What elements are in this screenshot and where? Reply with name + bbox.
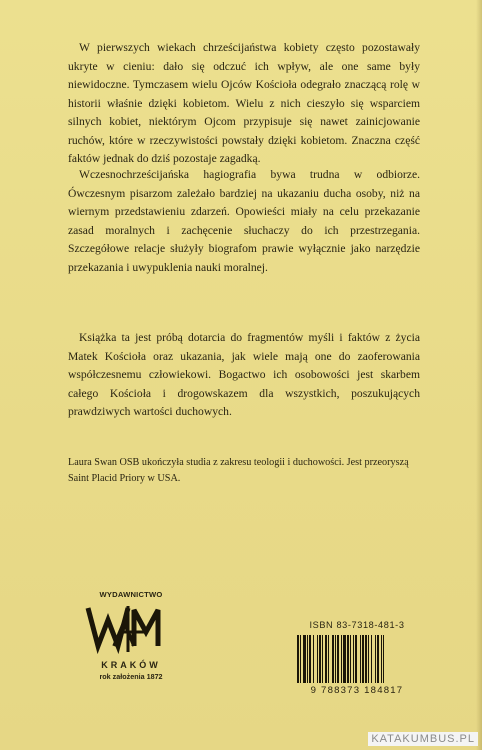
barcode-bar — [371, 635, 372, 683]
barcode-bar — [300, 635, 301, 683]
barcode-bar — [343, 635, 346, 683]
barcode-bar — [365, 635, 367, 683]
barcode-bar — [353, 635, 354, 683]
description-paragraph-3: Książka ta jest próbą dotarcia do fragmentów myśli i faktów z życia Matek Kościoła oraz ukazania, jak wiele mają one do zaoferowania współczesnemu człowiekowi. Bogactwo ich osobowości jest skarbem całego Kościoła i drogowskazem dla wszystkich, poszukujących prawdziwych wartości duchowych. — [68, 331, 420, 418]
watermark: KATAKUMBUS.PL — [368, 732, 478, 746]
barcode-bar — [341, 635, 342, 683]
description-paragraph-2: Wczesnochrześcijańska hagiografia bywa trudna w odbiorze. Ówczesnym pisarzom zależało bardziej na ukazaniu ducha osoby, niż na wiernym przedstawieniu zdarzeń. Opowieści miały na celu przekazanie zasad moralnych i zachęcenie słuchaczy do ich przestrzegania. Szczegółowe relacje służyły biografom prawie wyłącznie jako narzędzie przekazania i uwypuklenia nauki moralnej. — [68, 168, 420, 274]
barcode-bar — [332, 635, 334, 683]
wam-logo-icon — [84, 602, 174, 658]
barcode-icon — [295, 635, 419, 683]
barcode-bar — [313, 635, 314, 683]
author-bio-text: ukończyła studia z zakresu teologii i duchowości. Jest przeoryszą Saint Placid Priory w USA. — [68, 457, 409, 484]
barcode-bar — [337, 635, 339, 683]
barcode-bar — [347, 635, 349, 683]
isbn-number: ISBN 83-7318-481-3 — [309, 620, 405, 630]
barcode-bar — [360, 635, 361, 683]
publisher-logo-block — [76, 590, 186, 700]
publisher-label: WYDAWNICTWO — [99, 590, 163, 599]
barcode-bar — [377, 635, 379, 683]
barcode-bar — [325, 635, 327, 683]
description-paragraph-1: W pierwszych wiekach chrześcijaństwa kobiety często pozostawały ukryte w cieniu: dało się odczuć ich wpływ, ale one same były niewidoczne. Tymczasem wielu Ojców Kościoła odegrało znaczącą rolę w historii właśnie dzięki kobietom. Wielu z nich cieszyło się wsparciem silnych kobiet, niektórym Ojcom przypisuje się nawet zainicjowanie ruchów, które w rzeczywistości powstały dzięki kobietom. Znaczna część faktów jednak do dziś pozostaje zagadką. — [68, 41, 420, 165]
barcode-bar — [362, 635, 364, 683]
barcode-bar — [297, 635, 299, 683]
ean-number: 9 788373 184817 — [310, 685, 404, 696]
author-name: Laura Swan OSB — [68, 457, 140, 468]
barcode-bar — [319, 635, 321, 683]
barcode-bar — [355, 635, 357, 683]
page-edge-shadow — [476, 0, 482, 750]
barcode-bar — [322, 635, 323, 683]
barcode-bar — [375, 635, 376, 683]
barcode-bar — [309, 635, 311, 683]
barcode-bar — [381, 635, 382, 683]
author-bio — [68, 455, 420, 487]
barcode-bar — [335, 635, 336, 683]
barcode-bar — [383, 635, 384, 683]
barcode-bar — [350, 635, 351, 683]
publisher-city: KRAKÓW — [101, 660, 161, 670]
barcode-bar — [303, 635, 306, 683]
barcode-block — [292, 620, 422, 705]
barcode-bar — [317, 635, 318, 683]
barcode-bar — [328, 635, 329, 683]
barcode-bar — [368, 635, 369, 683]
barcode-bar — [307, 635, 308, 683]
publisher-founded: rok założenia 1872 — [99, 672, 163, 681]
